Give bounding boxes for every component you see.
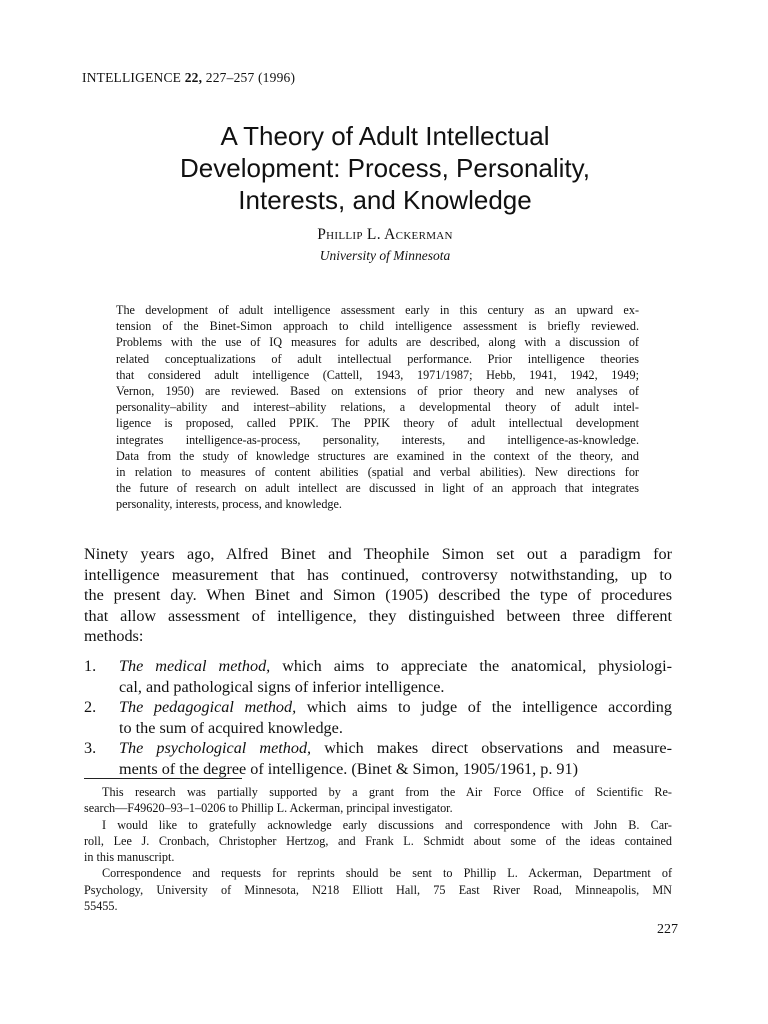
abstract-line: integrates intelligence-as-process, personality, interests, and intelligence-as-knowledge. xyxy=(116,432,639,447)
method-item xyxy=(84,697,672,738)
abstract-line: in relation to measures of content abilities (spatial and verbal abilities). New directions for xyxy=(116,465,639,480)
author-affiliation: University of Minnesota xyxy=(319,248,451,263)
method-line xyxy=(119,738,672,759)
methods-list xyxy=(84,656,672,780)
journal-name: INTELLIGENCE xyxy=(82,70,182,85)
footnote-line: Correspondence and requests for reprints should be sent to Phillip L. Ackerman, Department of xyxy=(102,866,672,881)
method-number: 1. xyxy=(84,657,97,675)
abstract-line: ligence is proposed, called PPIK. The PPIK theory of adult intellectual development xyxy=(116,416,639,431)
journal-pages-year: 227–257 (1996) xyxy=(205,70,296,85)
method-number: 2. xyxy=(84,698,97,717)
footnote-line: roll, Lee J. Cronbach, Christopher Hertzog, and Frank L. Schmidt about some of the ideas contained xyxy=(84,833,672,848)
method-name: The medical method, xyxy=(119,657,271,675)
body-line: the present day. When Binet and Simon (1905) described the type of procedures xyxy=(84,586,672,605)
method-text: which aims to appreciate the anatomical, physiologi- xyxy=(270,657,672,675)
method-name: The pedagogical method, xyxy=(119,698,297,717)
article-title xyxy=(90,120,680,216)
abstract-line: personality–ability and interest–ability relations, a developmental theory of adult intel- xyxy=(116,400,639,415)
method-line xyxy=(119,697,672,718)
author-name: Phillip L. Ackerman xyxy=(317,226,453,243)
method-number: 3. xyxy=(84,739,97,758)
method-name: The psychological method, xyxy=(119,739,312,758)
method-item xyxy=(84,738,672,779)
footnote-line: search—F49620–93–1–0206 to Phillip L. Ackerman, principal investigator. xyxy=(84,801,453,816)
abstract xyxy=(116,302,639,513)
body-line: methods: xyxy=(84,627,144,646)
page-number: 227 xyxy=(657,922,678,937)
running-head xyxy=(82,70,295,86)
footnote-line: I would like to gratefully acknowledge early discussions and correspondence with John B. Car- xyxy=(102,817,672,832)
method-line xyxy=(119,656,672,677)
footnote-line: 55455. xyxy=(84,899,118,914)
abstract-line: Problems with the use of IQ measures for adults are described, along with a discussion of xyxy=(116,335,639,350)
abstract-line: Data from the study of knowledge structures are examined in the context of the theory, and xyxy=(116,448,639,463)
title-line: Development: Process, Personality, xyxy=(180,153,590,183)
abstract-line: related conceptualizations of adult intellectual performance. Prior intelligence theories xyxy=(116,351,639,366)
title-line: Interests, and Knowledge xyxy=(238,185,532,215)
method-text: which makes direct observations and measure- xyxy=(311,739,673,758)
footnotes xyxy=(84,784,672,914)
footnote-line: in this manuscript. xyxy=(84,850,175,865)
abstract-line: tension of the Binet-Simon approach to child intelligence assessment is briefly reviewed. xyxy=(116,319,639,334)
abstract-line: that considered adult intelligence (Cattell, 1943, 1971/1987; Hebb, 1941, 1942, 1949; xyxy=(116,367,639,382)
body-line: that allow assessment of intelligence, they distinguished between three different xyxy=(84,606,672,625)
body-line: intelligence measurement that has continued, controversy notwithstanding, up to xyxy=(84,565,672,584)
method-item xyxy=(84,656,672,697)
abstract-line: Vernon, 1950) are reviewed. Based on extensions of prior theory and new analyses of xyxy=(116,384,639,399)
abstract-line: The development of adult intelligence assessment early in this century as an upward ex- xyxy=(116,303,639,317)
footnote-divider xyxy=(84,778,242,779)
abstract-line: the future of research on adult intellect are discussed in light of an approach that integrates xyxy=(116,481,639,496)
method-text: which aims to judge of the intelligence according xyxy=(296,698,672,717)
footnote-line: Psychology, University of Minnesota, N218 Elliott Hall, 75 East River Road, Minneapolis, MN xyxy=(84,882,672,897)
body-line: Ninety years ago, Alfred Binet and Theophile Simon set out a paradigm for xyxy=(84,545,672,563)
method-text: to the sum of acquired knowledge. xyxy=(119,718,343,737)
method-text: ments of the degree of intelligence. (Binet & Simon, 1905/1961, p. 91) xyxy=(119,759,579,778)
footnote-line: This research was partially supported by a grant from the Air Force Office of Scientific Re- xyxy=(102,785,672,799)
journal-volume: 22, xyxy=(184,70,203,85)
abstract-line: personality, interests, process, and knowledge. xyxy=(116,497,342,512)
intro-paragraph xyxy=(84,544,672,647)
method-text: cal, and pathological signs of inferior intelligence. xyxy=(119,677,445,696)
title-line: A Theory of Adult Intellectual xyxy=(220,121,550,151)
